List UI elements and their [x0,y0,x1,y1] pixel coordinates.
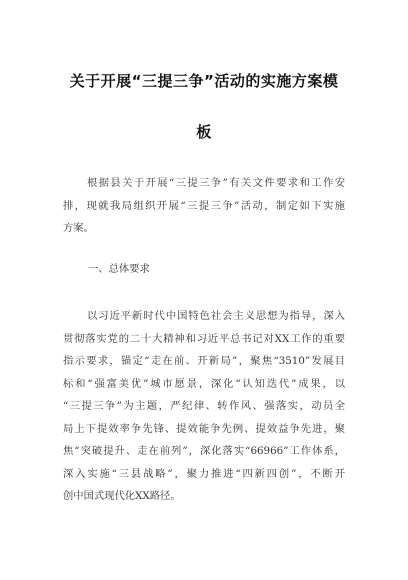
intro-line: 方案。 [63,222,94,234]
section-heading-general-requirements: 一、总体要求 [88,263,150,275]
document-title-line-1: 关于开展“三提三争”活动的实施方案模 [69,72,339,90]
general-requirements-paragraph [63,305,345,508]
body-line: 创中国式现代化XX路径。 [63,490,181,502]
body-line: 局上下提效率争先锋、提效能争先例、提效益争先进，聚 [63,422,345,435]
body-line: 以习近平新时代中国特色社会主义思想为指导，深入 [87,310,345,322]
body-line: “三提三争”为主题，严纪律、转作风、强落实，动员全 [63,400,345,412]
body-line: 深入实施“三县战略”，聚力推进“四新四创”，不断开 [63,467,345,480]
intro-paragraph [63,172,345,240]
body-line: 贯彻落实党的二十大精神和习近平总书记对XX工作的重要 [63,332,345,345]
body-line: 焦“突破提升、走在前列”，深化落实“66966”工作体系， [63,445,345,457]
intro-line: 根据县关于开展“三提三争”有关文件要求和工作安 [87,177,345,189]
body-line: 标和“强富美优”城市愿景，深化“认知迭代”成果，以 [63,377,345,390]
document-title-line-2: 板 [196,123,212,141]
intro-line: 排，现就我局组织开展“三提三争”活动，制定如下实施 [63,199,345,212]
body-line: 指示要求，锚定“走在前、开新局”，聚焦“3510”发展目 [63,355,345,367]
